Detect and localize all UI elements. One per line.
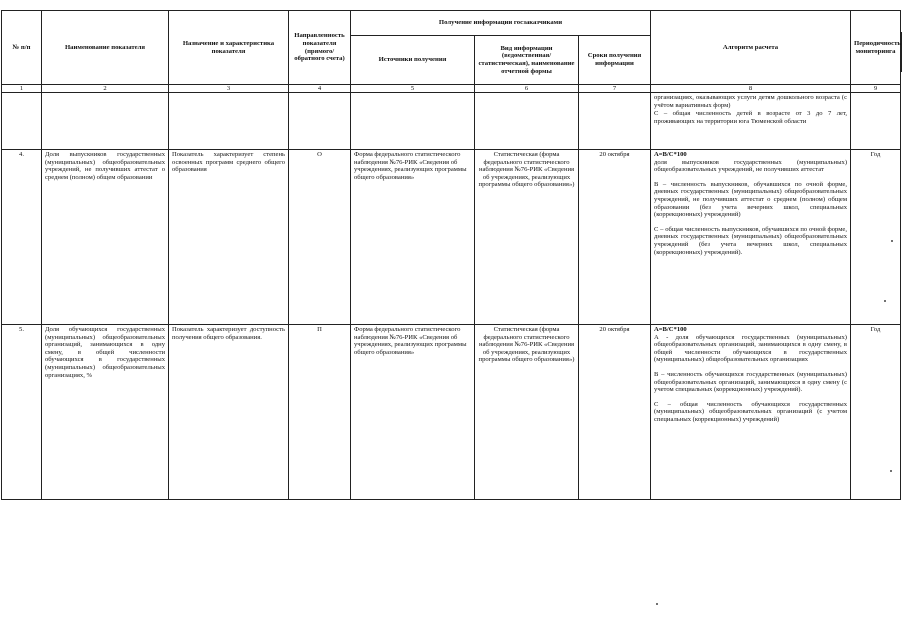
row-deadline: 20 октября — [579, 325, 651, 500]
row-name: Доля обучающихся государственных (муниципальных) общеобразовательных организаций, занимающихся в одну смену, в общей численности обучающихся в государственных (муниципальных) общеобразовательных организациях, % — [42, 325, 169, 500]
continuation-line: С – общая численность детей в возрасте от 3 до 7 лет, проживающих на территории юга Тюменской области — [654, 110, 848, 125]
algorithm-paragraph: В – численность обучающихся государственных (муниципальных) общеобразовательных организаций, занимающихся в одну смену (с учетом специальных (коррекционных) учреждений). — [654, 370, 848, 394]
header-deadlines: Сроки получения информации — [579, 36, 651, 85]
row-source: Форма федерального статистического наблюдения №76-РИК «Сведения об учреждениях, реализующих программы общего образования» — [351, 325, 475, 500]
continuation-row — [2, 93, 901, 150]
scan-speck — [656, 603, 658, 605]
algorithm-paragraph: С – общая численность обучающихся государственных (муниципальных) общеобразовательных организаций (с учетом специальных (коррекционных) учреждений) — [654, 400, 848, 423]
header-num: № п/п — [2, 11, 42, 85]
col-num-8: 8 — [651, 85, 851, 93]
continuation-line: организациях, оказывающих услуги детям дошкольного возраста (с учётом вариативных форм) — [654, 94, 848, 109]
scan-speck — [890, 470, 892, 472]
header-row-1 — [2, 11, 901, 36]
indicators-table — [1, 10, 901, 500]
row-source: Форма федерального статистического наблюдения №76-РИК «Сведения об учреждениях, реализующих программы общего образования» — [351, 150, 475, 325]
row-info-type: Статистическая (форма федерального статистического наблюдения №76-РИК «Сведения об учреждениях, реализующих программы общего образования») — [475, 325, 579, 500]
row-name: Доля выпускников государственных (муниципальных) общеобразовательных учреждений, не получивших аттестат о среднем (полном) общем образовании — [42, 150, 169, 325]
row-algorithm — [651, 150, 851, 325]
row-direction: О — [289, 150, 351, 325]
row-periodicity: Год — [851, 150, 901, 325]
continuation-algorithm — [651, 93, 851, 150]
row-algorithm — [651, 325, 851, 500]
row-direction: П — [289, 325, 351, 500]
row-purpose: Показатель характеризует доступность получения общего образования. — [169, 325, 289, 500]
scan-speck — [891, 240, 893, 242]
row-periodicity: Год — [851, 325, 901, 500]
header-info-group: Получение информации госзаказчиками — [351, 11, 651, 36]
header-algorithm: Алгоритм расчета — [651, 11, 851, 85]
column-numbers-row — [2, 85, 901, 93]
algorithm-paragraph: С – общая численность выпускников, обучавшихся по очной форме, дневных государственных (муниципальных) общеобразовательных учреждений (без учета вечерних школ, специальных (коррекционных) учреждений). — [654, 225, 848, 256]
col-num-3: 3 — [169, 85, 289, 93]
header-info-type: Вид информации (ведомственная/статистическая), наименование отчетной формы — [475, 36, 579, 85]
scan-speck — [884, 300, 886, 302]
header-name: Наименование показателя — [42, 11, 169, 85]
algorithm-paragraph: А - доля обучающихся государственных (муниципальных) общеобразовательных организаций, занимающихся в одну смену, в общей численности обучающихся в государственных (муниципальных) общеобразовательных организациях — [654, 333, 848, 364]
header-direction: Направленность показателя (прямого/обратного счета) — [289, 11, 351, 85]
row-info-type: Статистическая (форма федерального статистического наблюдения №76-РИК «Сведения об учреждениях, реализующих программы общего образования») — [475, 150, 579, 325]
table-row — [2, 150, 901, 325]
col-num-2: 2 — [42, 85, 169, 93]
row-deadline: 20 октября — [579, 150, 651, 325]
col-num-1: 1 — [2, 85, 42, 93]
header-purpose: Назначение и характеристика показателя — [169, 11, 289, 85]
table-row — [2, 325, 901, 500]
header-sources: Источники получения — [351, 36, 475, 85]
row-formula: А=В/С*100 — [654, 326, 687, 333]
col-num-4: 4 — [289, 85, 351, 93]
col-num-5: 5 — [351, 85, 475, 93]
row-num: 5. — [2, 325, 42, 500]
col-num-6: 6 — [475, 85, 579, 93]
row-purpose: Показатель характеризует степень освоенных программ среднего общего образования — [169, 150, 289, 325]
col-num-9: 9 — [851, 85, 901, 93]
header-periodicity: Периодичность мониторинга — [851, 11, 901, 85]
algorithm-paragraph: доля выпускников государственных (муниципальных) общеобразовательных учреждений, не получивших аттестат — [654, 158, 848, 174]
row-formula: А=В/С*100 — [654, 151, 687, 158]
algorithm-paragraph: В – численность выпускников, обучавшихся по очной форме, дневных государственных (муниципальных) общеобразовательных учреждений, не получивших аттестат о среднем (полном) общем образовании (без учета вечерних школ, специальных (коррекционных) учреждений) — [654, 180, 848, 219]
col-num-7: 7 — [579, 85, 651, 93]
row-num: 4. — [2, 150, 42, 325]
scan-edge-mark — [901, 32, 902, 72]
